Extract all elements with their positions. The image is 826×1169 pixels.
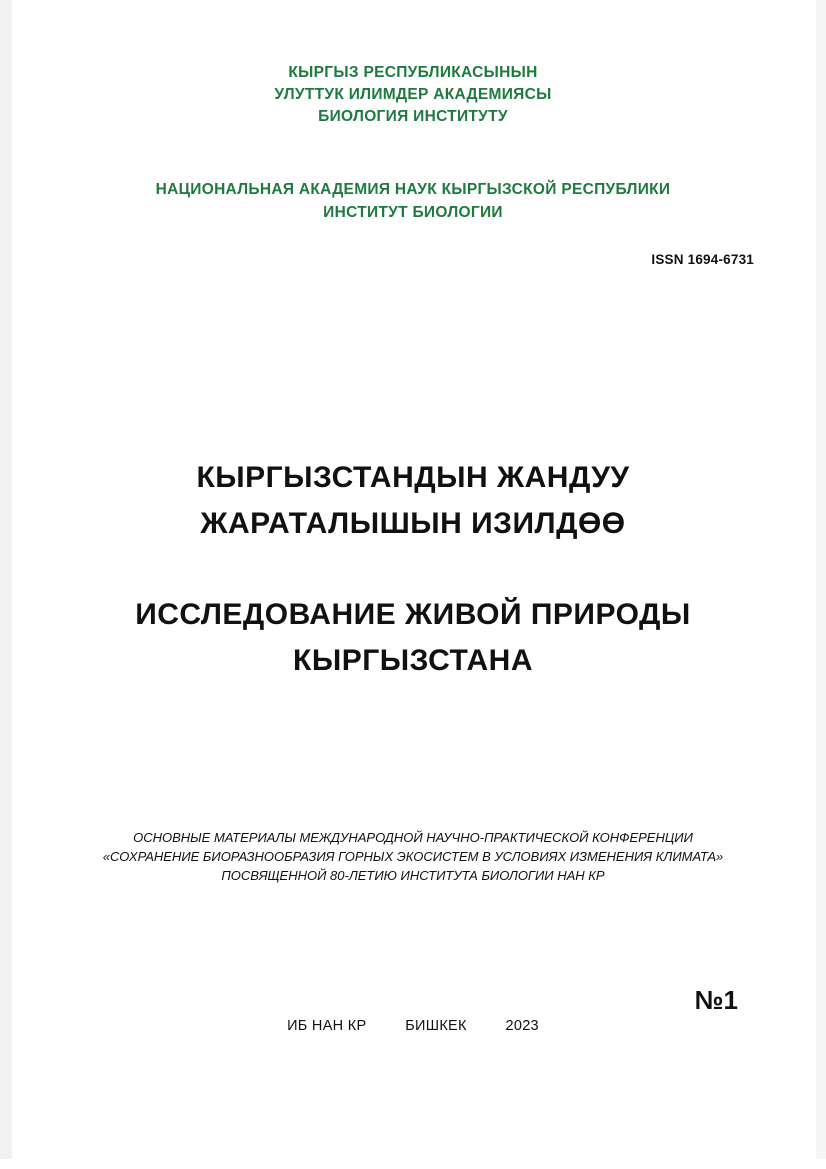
journal-title-kyrgyz-line-2: ЖАРАТАЛЫШЫН ИЗИЛДӨӨ xyxy=(200,507,626,540)
imprint-year: 2023 xyxy=(505,1018,539,1034)
journal-title-kyrgyz-line-1: КЫРГЫЗСТАНДЫН ЖАНДУУ xyxy=(196,461,630,494)
organization-russian-line-2: ИНСТИТУТ БИОЛОГИИ xyxy=(323,204,503,221)
journal-title-russian-line-1: ИССЛЕДОВАНИЕ ЖИВОЙ ПРИРОДЫ xyxy=(135,598,691,631)
organization-russian xyxy=(0,178,826,224)
organization-kyrgyz-line-3: БИОЛОГИЯ ИНСТИТУТУ xyxy=(318,108,508,125)
organization-russian-line-1: НАЦИОНАЛЬНАЯ АКАДЕМИЯ НАУК КЫРГЫЗСКОЙ РЕСПУБЛИКИ xyxy=(155,181,671,198)
conference-note-line-1: ОСНОВНЫЕ МАТЕРИАЛЫ МЕЖДУНАРОДНОЙ НАУЧНО-ПРАКТИЧЕСКОЙ КОНФЕРЕНЦИИ xyxy=(133,830,693,845)
journal-title-russian-line-2: КЫРГЫЗСТАНА xyxy=(293,644,533,677)
conference-note-line-2: «СОХРАНЕНИЕ БИОРАЗНООБРАЗИЯ ГОРНЫХ ЭКОСИСТЕМ В УСЛОВИЯХ ИЗМЕНЕНИЯ КЛИМАТА» xyxy=(102,849,724,864)
conference-note xyxy=(0,828,826,885)
organization-kyrgyz-line-2: УЛУТТУК ИЛИМДЕР АКАДЕМИЯСЫ xyxy=(274,86,552,103)
organization-kyrgyz-line-1: КЫРГЫЗ РЕСПУБЛИКАСЫНЫН xyxy=(288,64,538,81)
issn-code: ISSN 1694-6731 xyxy=(651,252,754,267)
imprint-city: БИШКЕК xyxy=(405,1018,467,1034)
issue-number: №1 xyxy=(694,985,738,1015)
journal-title-kyrgyz xyxy=(0,455,826,547)
journal-title-russian xyxy=(0,592,826,684)
organization-kyrgyz xyxy=(0,62,826,128)
conference-note-line-3: ПОСВЯЩЕННОЙ 80-ЛЕТИЮ ИНСТИТУТА БИОЛОГИИ НАН КР xyxy=(221,868,605,883)
imprint-line xyxy=(0,1018,826,1034)
imprint-publisher: ИБ НАН КР xyxy=(287,1018,367,1034)
